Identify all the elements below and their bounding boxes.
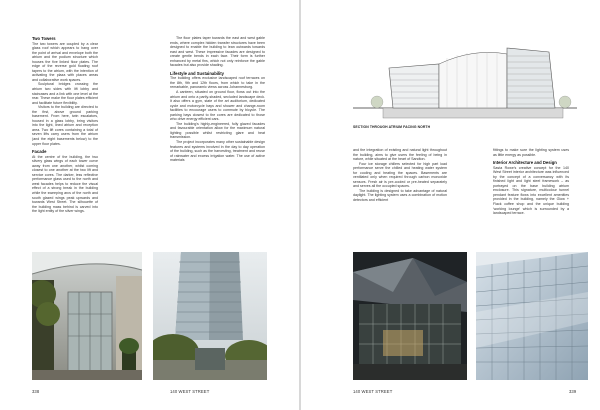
body-paragraph: Sculptural bridges crossing the atrium two sides with lift lobby and staircases and a link with one level at the rear. These make the floor plates efficient and facilitate future flexibility. <box>32 82 98 105</box>
body-paragraph: The building offers exclusive landscaped roof terraces on the 8th, 9th and 12th floors, from which to take in the remarkable, panoramic views across Johannesburg. <box>170 76 265 90</box>
body-paragraph: fittings to make sure the lighting system uses as little energy as possible. <box>493 148 569 157</box>
tower-facade-photo <box>153 252 267 380</box>
body-paragraph: and the integration of existing and natural light throughout the building, aims to give users the feeling of being in nature, while situated at the heart of Sandton. <box>353 148 447 162</box>
left-folio-number: 338 <box>32 389 40 394</box>
body-paragraph: A canteen, situated on ground floor, flows out into the atrium and onto a partly-shaded, secluded landscape deck. It also offers a gym, state of the art auditorium, dedicated cycle and motorcycle bays and shower and change-room facilities to encourage users to commute by bicycle. The parking bays closest to the cores are dedicated to those who drive energy efficient cars. <box>170 89 265 122</box>
glass-facade-photo <box>476 252 588 380</box>
left-text-column-1 <box>32 36 98 214</box>
body-paragraph: The floor plates taper towards the east and west gable ends, where complex hidden transfer structures have been designed to enable the building to lean outwards towards east and west. These impressive facades are designed to create gentle bends in each face. Their form is further enhanced by metal fins, which not only reinforce the gable facades but also provide shading. <box>170 36 265 68</box>
right-text-column-2 <box>493 148 569 216</box>
body-paragraph: The two towers are coupled by a clear glass roof which appears to hang over the point of arrival and envelope both the atrium and the podium structure which houses the five linked floor plates. The edge of the reverse gold floating roof tapers to the atrium, with the intention of activating the plaza with places areas and collaborative work spaces. <box>32 41 98 82</box>
section-heading: Lifestyle and Sustainability <box>170 70 224 76</box>
body-paragraph: The building's highly-engineered, fully glazed facades and favourable orientation allow for the maximum natural lighting possible whilst restricting glare and heat transmission. <box>170 121 265 140</box>
left-text-column-2 <box>170 36 265 163</box>
canopy-night-photo <box>353 252 467 380</box>
atrium-photo <box>32 252 142 380</box>
section-heading: Interior Architecture and Design <box>493 160 557 166</box>
section-heading: Facade <box>32 149 47 155</box>
building-section-drawing <box>353 44 577 120</box>
body-paragraph: Four ice storage chillers selected for high part load performance serve the chilled and heating water system for cooling and heating the spaces. Basements are ventilated only when required through carbon monoxide sensors. Fresh air is pre-cooled or pre-heated separately and serves all the occupied spaces. <box>353 161 447 189</box>
body-paragraph: The building is designed to take advantage of natural daylight. The lighting system uses a combination of motion detectors and efficient <box>353 188 447 203</box>
right-folio-title: 140 WEST STREET <box>353 389 393 394</box>
section-caption: SECTION THROUGH ATRIUM FACING NORTH <box>353 125 431 129</box>
body-paragraph: Visitors to the building are directed to the first, above ground parking basement. From here, twin escalators, housed in a glass lobby, bring visitors into the light, lined atrium and reception area. Two lift cores containing a total of seven lifts carry users from the atrium (and the eight basements below) to the upper floor plates. <box>32 105 98 146</box>
left-folio-title: 140 WEST STREET <box>170 389 210 394</box>
body-paragraph: The project incorporates many other sustainable design features and systems involved in the day to day operation of the building, such as the harvesting, treatment and reuse of rainwater and excess irrigation water. The use of active materials <box>170 139 265 163</box>
section-heading: Two Towers <box>32 36 56 41</box>
right-folio-number: 339 <box>569 389 577 394</box>
left-page <box>0 0 299 410</box>
right-page <box>301 0 600 410</box>
body-paragraph: Sasta Rowe's creative concept for the 140 West Street interior architecture was influenced by the concept of a conversancy with its finished light and light steel framework – as portrayed on the base building atrium enclosure. This signature, multicolour tunnel pendant feature flows into excellent amenities provided in the building, namely the Glow + Flack coffee shop and the unique building 'working lounge' which is surrounded by a landscaped terrace. <box>493 165 569 216</box>
body-paragraph: At the centre of the building, the two silvery glass wings of each tower curve away from one another, whilst coming closest to one another at the two lift and service cores. The darker, less reflective performance glass used to the north and west facades helps to reduce the visual effect of a strong break in the building while the sweeping arcs of the north and south glazed wings peak upwards and towards West Street. The silhouette of the building mass behind is carved into the light entity of the silver wings. <box>32 154 98 214</box>
right-text-column-1 <box>353 148 447 203</box>
